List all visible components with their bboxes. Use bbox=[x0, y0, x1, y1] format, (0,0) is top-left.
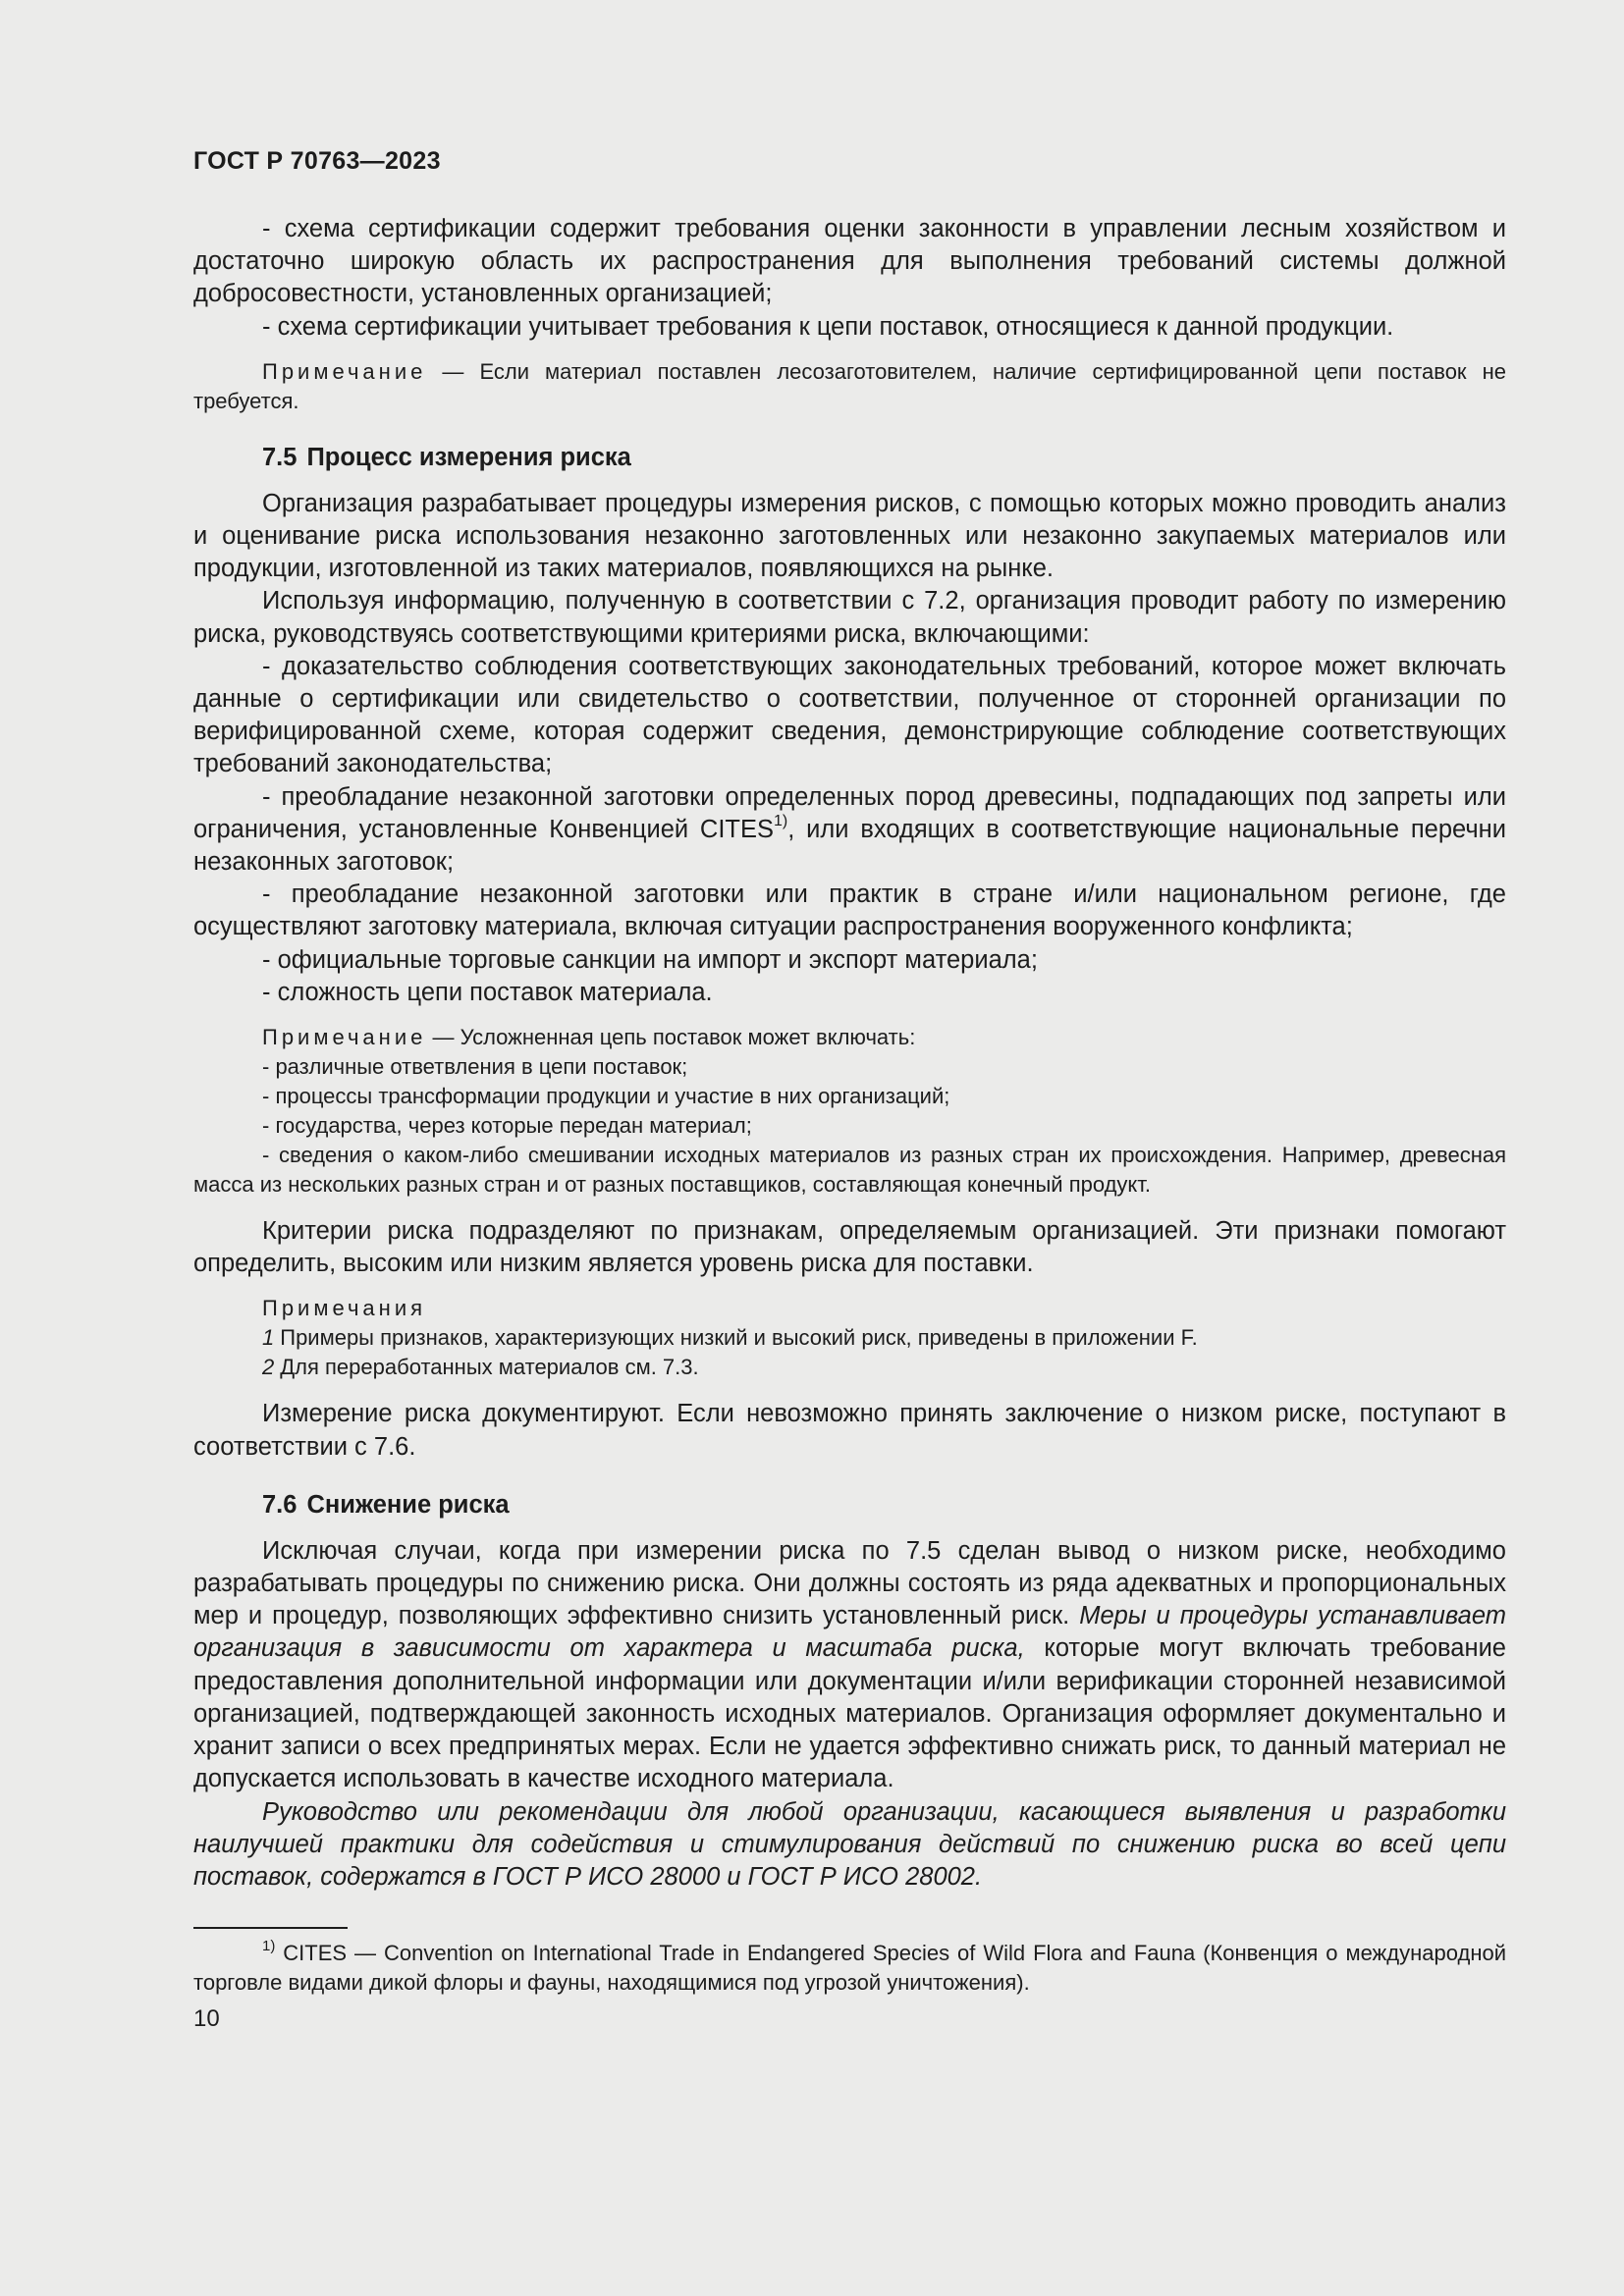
supply-chain-note bbox=[193, 1023, 1506, 1200]
paragraph-text: которые могут включать требование предоставления дополнительной информации или документации и/или верификации сторонней независимой организацией, подтверждающей законность исходных материалов. Организация оформляет документально и хранит записи о всех предпринятых мерах. Если не удается эффективно снижать риск, то данный материал не допускается использовать в качестве исходного материала. bbox=[193, 1634, 1506, 1793]
footnote-text: CITES — Convention on International Trade in Endangered Species of Wild Flora and Fauna (Конвенция о международной торговле видами дикой флоры и фауны, находящимися под угрозой уничтожения). bbox=[193, 1941, 1506, 1996]
italic-text: Меры и процедуры устанавливает организация в зависимости от характера и масштаба риска, bbox=[193, 1602, 1506, 1663]
note-item: - различные ответвления в цепи поставок; bbox=[262, 1054, 688, 1080]
footnote-marker: 1) bbox=[262, 1937, 276, 1954]
section-title: Снижение риска bbox=[306, 1490, 510, 1519]
paragraph: Измерение риска документируют. Если невозможно принять заключение о низком риске, поступают в соответствии с 7.6. bbox=[193, 1400, 1506, 1461]
note-entry bbox=[193, 1323, 1506, 1353]
note-label: Примечание bbox=[262, 1025, 427, 1050]
note-text: — Если материал поставлен лесозаготовителем, наличие сертифицированной цепи поставок не требуется. bbox=[193, 358, 1506, 413]
section-heading-7-6 bbox=[262, 1489, 1506, 1522]
section-number: 7.6 bbox=[262, 1490, 298, 1519]
note-number: 1 bbox=[262, 1325, 275, 1351]
criterion-item: - сложность цепи поставок материала. bbox=[262, 978, 713, 1006]
footnote-divider bbox=[193, 1927, 348, 1929]
section-7-5-criteria bbox=[193, 1215, 1506, 1280]
footnote-ref: 1) bbox=[774, 813, 788, 830]
intro-note bbox=[193, 357, 1506, 416]
note-entry bbox=[193, 1353, 1506, 1382]
note-text: — Усложненная цепь поставок может включать: bbox=[426, 1025, 916, 1050]
intro-block bbox=[193, 213, 1506, 344]
note-label: Примечание bbox=[262, 358, 427, 384]
paragraph: Организация разрабатывает процедуры измерения рисков, с помощью которых можно проводить анализ и оценивание риска использования незаконно заготовленных или незаконно закупаемых материалов или продукции, изготовленной из таких материалов, появляющихся на рынке. bbox=[193, 489, 1506, 583]
intro-bullet: - схема сертификации учитывает требования к цепи поставок, относящиеся к данной продукции. bbox=[262, 312, 1394, 341]
paragraph bbox=[193, 1535, 1506, 1796]
criterion-text: - преобладание незаконной заготовки определенных пород древесины, подпадающих под запреты или ограничения, установленные Конвенцией CITES bbox=[193, 782, 1506, 843]
section-title: Процесс измерения риска bbox=[306, 443, 631, 471]
note-item: - государства, через которые передан материал; bbox=[262, 1113, 752, 1139]
note-number: 2 bbox=[262, 1355, 275, 1380]
footnote bbox=[193, 1939, 1506, 1998]
document-header: ГОСТ Р 70763—2023 bbox=[193, 147, 441, 175]
paragraph-italic: Руководство или рекомендации для любой организации, касающиеся выявления и разработки наилучшей практики для содействия и стимулирования действий по снижению риска во всей цепи поставок, содержатся в ГОСТ Р ИСО 28000 и ГОСТ Р ИСО 28002. bbox=[193, 1797, 1506, 1891]
note-item: - сведения о каком-либо смешивании исходных материалов из разных стран их происхождения. Например, древесная масса из нескольких разных стран и от разных поставщиков, составляющая конечный продукт. bbox=[193, 1143, 1506, 1198]
criterion-item bbox=[193, 781, 1506, 880]
criterion-item: - официальные торговые санкции на импорт и экспорт материала; bbox=[262, 945, 1038, 974]
note-entry-text: Примеры признаков, характеризующих низкий и высокий риск, приведены в приложении F. bbox=[280, 1325, 1198, 1351]
document-page bbox=[193, 147, 1506, 2033]
section-7-5-conclusion bbox=[193, 1398, 1506, 1463]
intro-bullet: - схема сертификации содержит требования оценки законности в управлении лесным хозяйством и достаточно широкую область их распространения для выполнения требований системы должной добросовестности, установленных организацией; bbox=[193, 215, 1506, 308]
section-number: 7.5 bbox=[262, 443, 298, 471]
section-7-5-body bbox=[193, 488, 1506, 1009]
note-item: - процессы трансформации продукции и участие в них организаций; bbox=[262, 1084, 950, 1109]
notes-label: Примечания bbox=[262, 1296, 427, 1321]
note-entry-text: Для переработанных материалов см. 7.3. bbox=[280, 1355, 699, 1380]
paragraph: Критерии риска подразделяют по признакам, определяемым организацией. Эти признаки помогают определить, высоким или низким является уровень риска для поставки. bbox=[193, 1217, 1506, 1278]
section-heading-7-5 bbox=[262, 442, 1506, 474]
notes-list bbox=[193, 1294, 1506, 1382]
criterion-text: , или входящих в соответствующие национальные перечни незаконных заготовок; bbox=[193, 815, 1506, 877]
paragraph-text: Исключая случаи, когда при измерении риска по 7.5 сделан вывод о низком риске, необходимо разрабатывать процедуры по снижению риска. Они должны состоять из ряда адекватных и пропорциональных мер и процедур, позволяющих эффективно снизить установленный риск. bbox=[193, 1536, 1506, 1630]
criterion-item: - доказательство соблюдения соответствующих законодательных требований, которое может включать данные о сертификации или свидетельство о соответствии, полученное от сторонней организации по верифицированной схеме, которая содержит сведения, демонстрирующие соблюдение соответствующих требований законодательства; bbox=[193, 652, 1506, 778]
criterion-item: - преобладание незаконной заготовки или практик в стране и/или национальном регионе, где осуществляют заготовку материала, включая ситуации распространения вооруженного конфликта; bbox=[193, 881, 1506, 941]
page-number: 10 bbox=[193, 2005, 220, 2033]
paragraph: Используя информацию, полученную в соответствии с 7.2, организация проводит работу по измерению риска, руководствуясь соответствующими критериями риска, включающими: bbox=[193, 587, 1506, 648]
section-7-6-body bbox=[193, 1535, 1506, 1894]
